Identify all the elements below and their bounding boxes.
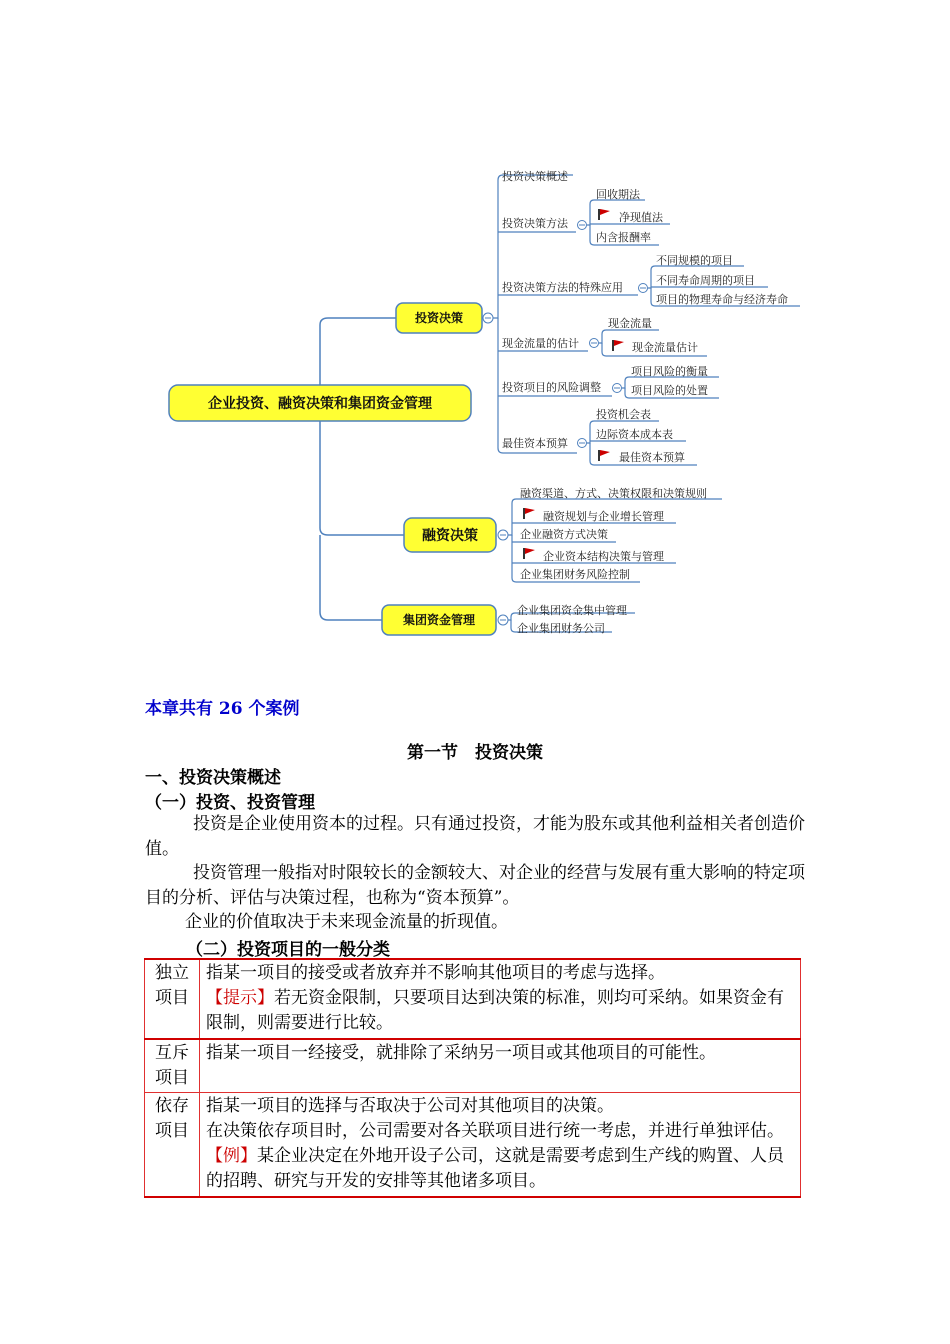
example-text [206, 1144, 794, 1194]
paragraph-investment-def: 投资是企业使用资本的过程。只有通过投资，才能为股东或其他利益相关者创造价值。 [145, 814, 805, 859]
flag-icon [600, 450, 610, 456]
project-description [200, 959, 801, 1039]
node-risk: 投资项目的风险调整 [502, 381, 601, 394]
description-text: 指某一项目的接受或者放弃并不影响其他项目的考虑与选择。 [206, 963, 665, 983]
branch-finance [404, 486, 722, 582]
root-connectors [320, 318, 404, 620]
branch-invest-label: 投资决策 [414, 311, 464, 325]
heading-classification: （二）投资项目的一般分类 [186, 940, 390, 960]
section-title: 第一节 投资决策 [407, 743, 543, 763]
flag-icon [600, 209, 610, 215]
root-node [169, 385, 471, 421]
project-type: 依存项目 [145, 1093, 200, 1198]
description-text-2: 在决策依存项目时，公司需要对各关联项目进行统一考虑，并进行单独评估。 [206, 1121, 784, 1141]
node-irr: 内含报酬率 [596, 231, 651, 244]
paragraph-investment-management: 投资管理一般指对时限较长的金额较大、对企业的经营与发展有重大影响的特定项目的分析、评估与决策过程，也称为“资本预算”。 [145, 863, 805, 908]
node-finance-channels: 融资渠道、方式、决策权限和决策规则 [520, 487, 707, 500]
example-tag: 【例】 [206, 1146, 257, 1166]
heading-overview: 一、投资决策概述 [145, 768, 281, 788]
root-node-label: 企业投资、融资决策和集团资金管理 [208, 396, 432, 412]
node-group-risk: 企业集团财务风险控制 [520, 568, 630, 581]
description-text: 指某一项目一经接受，就排除了采纳另一项目或其他项目的可能性。 [206, 1043, 716, 1063]
node-diff-scale: 不同规模的项目 [656, 254, 733, 267]
flag-icon [525, 548, 535, 554]
node-cashflow-est: 现金流量估计 [632, 341, 698, 354]
paragraph-firm-value: 企业的价值取决于未来现金流量的折现值。 [185, 912, 508, 932]
node-marginal-cost: 边际资本成本表 [596, 428, 673, 441]
flag-icon [525, 508, 535, 514]
table-row [145, 1093, 801, 1198]
node-finance-planning: 融资规划与企业增长管理 [543, 510, 664, 523]
project-type: 互斥项目 [145, 1039, 200, 1093]
table-row [145, 1039, 801, 1093]
note-text [206, 986, 794, 1036]
flag-icon [614, 340, 624, 346]
node-cashflow: 现金流量的估计 [502, 337, 579, 350]
node-physical-life: 项目的物理寿命与经济寿命 [656, 293, 788, 306]
node-optimal-budget: 最佳资本预算 [619, 451, 685, 464]
project-description [200, 1039, 801, 1093]
node-npv: 净现值法 [619, 211, 663, 224]
classification-table [144, 958, 801, 1198]
heading-investment: （一）投资、投资管理 [145, 793, 315, 813]
node-opportunity: 投资机会表 [596, 408, 651, 421]
node-invest-overview: 投资决策概述 [502, 170, 568, 183]
node-invest-methods: 投资决策方法 [502, 217, 568, 230]
case-count: 本章共有 26 个案例 [145, 699, 300, 719]
description-text: 指某一项目的选择与否取决于公司对其他项目的决策。 [206, 1096, 614, 1116]
example-body: 某企业决定在外地开设子公司，这就是需要考虑到生产线的购置、人员的招聘、研究与开发的安排等其他诸多项目。 [206, 1146, 784, 1191]
node-invest-special: 投资决策方法的特殊应用 [502, 281, 623, 294]
branch-group-funds [382, 603, 635, 635]
node-budget: 最佳资本预算 [502, 437, 568, 450]
node-diff-life: 不同寿命周期的项目 [656, 274, 755, 287]
node-risk-handle: 项目风险的处置 [631, 384, 708, 397]
note-body: 若无资金限制，只要项目达到决策的标准，则均可采纳。如果资金有限制，则需要进行比较。 [206, 988, 784, 1033]
branch-group-funds-label: 集团资金管理 [402, 613, 476, 627]
node-cashflow-item: 现金流量 [608, 317, 652, 330]
node-capital-structure: 企业资本结构决策与管理 [543, 550, 664, 563]
project-type: 独立项目 [145, 959, 200, 1039]
project-description [200, 1093, 801, 1198]
node-group-centralized: 企业集团资金集中管理 [517, 604, 627, 617]
node-payback: 回收期法 [596, 188, 640, 201]
note-tag: 【提示】 [206, 988, 274, 1008]
node-finance-methods: 企业融资方式决策 [520, 528, 608, 541]
node-group-finance-company: 企业集团财务公司 [517, 622, 605, 635]
node-risk-measure: 项目风险的衡量 [631, 365, 708, 378]
table-row [145, 959, 801, 1039]
branch-finance-label: 融资决策 [422, 528, 478, 544]
